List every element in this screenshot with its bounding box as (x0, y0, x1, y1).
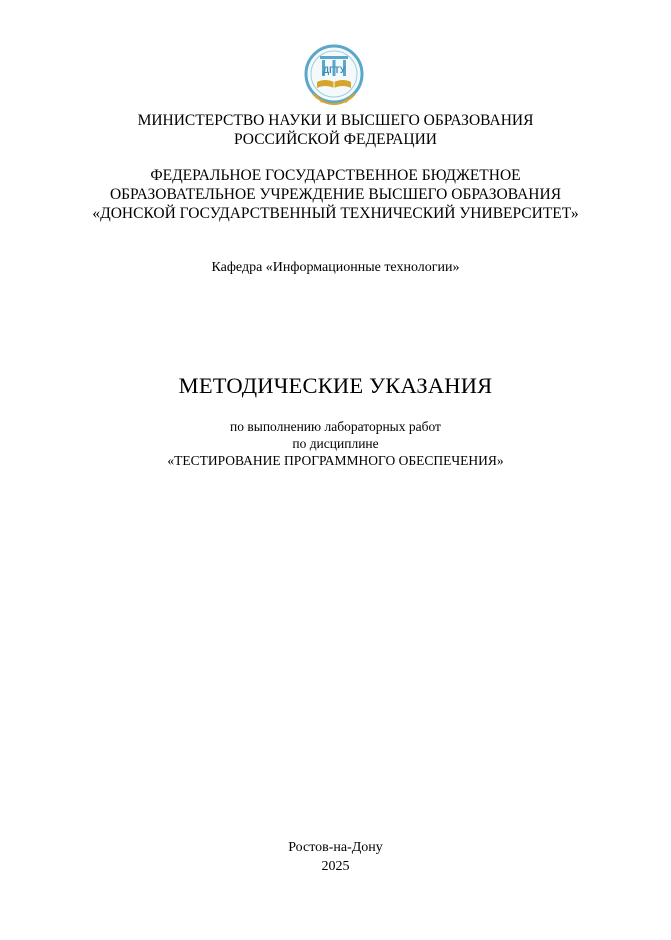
document-title (0, 372, 671, 400)
subtitle-line-1: по выполнению лабораторных работ (230, 419, 441, 434)
ministry-line-2: РОССИЙСКОЙ ФЕДЕРАЦИИ (234, 131, 437, 148)
department-label: Кафедра «Информационные технологии» (211, 260, 460, 275)
subtitle-line-2: по дисциплине (292, 436, 379, 451)
ministry-heading (0, 111, 671, 149)
university-line-1: ФЕДЕРАЛЬНОЕ ГОСУДАРСТВЕННОЕ БЮДЖЕТНОЕ (150, 167, 521, 184)
university-emblem-icon (303, 44, 365, 112)
university-line-2: ОБРАЗОВАТЕЛЬНОЕ УЧРЕЖДЕНИЕ ВЫСШЕГО ОБРАЗОВАНИЯ (109, 186, 562, 203)
document-title-text: МЕТОДИЧЕСКИЕ УКАЗАНИЯ (178, 373, 493, 398)
year: 2025 (321, 859, 350, 874)
ministry-line-1: МИНИСТЕРСТВО НАУКИ И ВЫСШЕГО ОБРАЗОВАНИЯ (137, 112, 534, 129)
city: Ростов-на-Дону (288, 840, 383, 855)
university-heading (0, 166, 671, 223)
subtitle-line-3: «ТЕСТИРОВАНИЕ ПРОГРАММНОГО ОБЕСПЕЧЕНИЯ» (167, 453, 504, 468)
publication-info (0, 838, 671, 876)
department-name (0, 259, 671, 277)
logo-text: ДГТУ (322, 65, 346, 75)
document-subtitle (0, 418, 671, 469)
university-logo (303, 44, 365, 112)
university-line-3: «ДОНСКОЙ ГОСУДАРСТВЕННЫЙ ТЕХНИЧЕСКИЙ УНИВЕРСИТЕТ» (92, 205, 579, 222)
